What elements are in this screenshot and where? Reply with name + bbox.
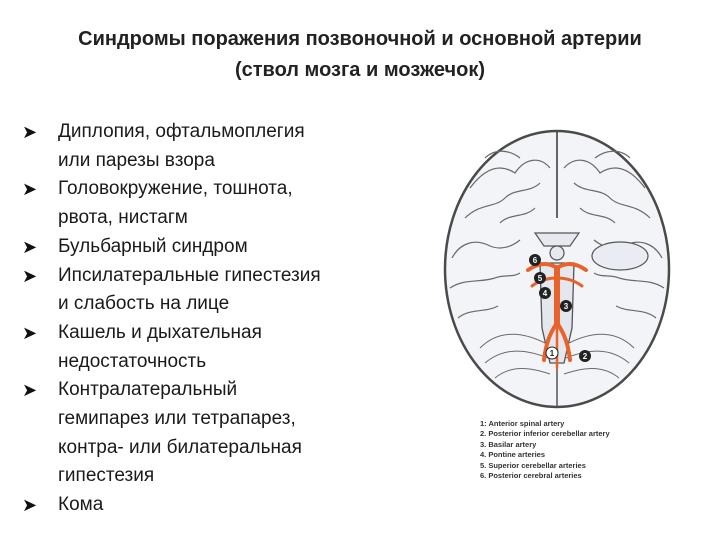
title-line-2: (ствол мозга и мозжечок) <box>234 59 486 81</box>
marker-label: 2 <box>582 352 588 361</box>
list-item-line: Контралатеральный <box>58 379 238 401</box>
legend-item: 1: Anterior spinal artery <box>480 419 565 428</box>
list-item <box>22 376 382 491</box>
legend-item: 5. Superior cerebellar arteries <box>480 460 586 470</box>
symptom-list <box>22 118 382 520</box>
list-item-line: гемипарез или тетрапарез, <box>58 408 296 430</box>
arrow-bullet-icon: ➤ <box>22 236 38 257</box>
list-item <box>22 491 382 520</box>
arrow-bullet-icon: ➤ <box>22 380 38 401</box>
list-item-line: контра- или билатеральная <box>58 436 302 458</box>
list-item-line: и слабость на лице <box>58 293 230 315</box>
brain-ventral-view-image <box>440 128 675 410</box>
list-item <box>22 175 382 232</box>
marker-label: 5 <box>537 274 543 283</box>
list-item-line: Кома <box>58 494 104 516</box>
list-item-line: или парезы взора <box>58 149 215 171</box>
title-line-1: Синдромы поражения позвоночной и основной артерии <box>78 28 642 50</box>
arrow-bullet-icon: ➤ <box>22 122 38 142</box>
figure-legend <box>480 419 680 481</box>
legend-item: 4. Pontine arteries <box>480 450 546 460</box>
arrow-bullet-icon: ➤ <box>22 179 38 200</box>
list-item-line: рвота, нистагм <box>58 207 188 229</box>
slide-title <box>20 24 700 86</box>
list-item-line: Диплопия, офтальмоплегия <box>58 121 305 142</box>
list-item-line: Бульбарный синдром <box>58 235 248 257</box>
brain-illustration <box>440 128 675 410</box>
arrow-bullet-icon: ➤ <box>22 322 38 343</box>
marker-label: 4 <box>542 289 548 298</box>
legend-item: 2. Posterior inferior cerebellar artery <box>480 429 610 439</box>
list-item <box>22 233 382 262</box>
list-item <box>22 319 382 376</box>
list-item-line: гипестезия <box>58 465 155 487</box>
marker-label: 3 <box>563 302 569 311</box>
temporal-pole <box>592 242 648 270</box>
marker-label: 1 <box>549 349 555 358</box>
list-item-line: Ипсилатеральные гипестезия <box>58 264 321 286</box>
legend-item: 3. Basilar artery <box>480 439 537 449</box>
list-item <box>22 118 382 175</box>
list-item <box>22 262 382 319</box>
marker-label: 6 <box>532 256 538 265</box>
list-item-line: недостаточность <box>58 350 207 372</box>
list-item-line: Головокружение, тошнота, <box>58 178 293 200</box>
arrow-bullet-icon: ➤ <box>22 495 38 516</box>
legend-item: 6. Posterior cerebral arteries <box>480 471 582 481</box>
arrow-bullet-icon: ➤ <box>22 265 38 286</box>
list-item-line: Кашель и дыхательная <box>58 321 262 343</box>
